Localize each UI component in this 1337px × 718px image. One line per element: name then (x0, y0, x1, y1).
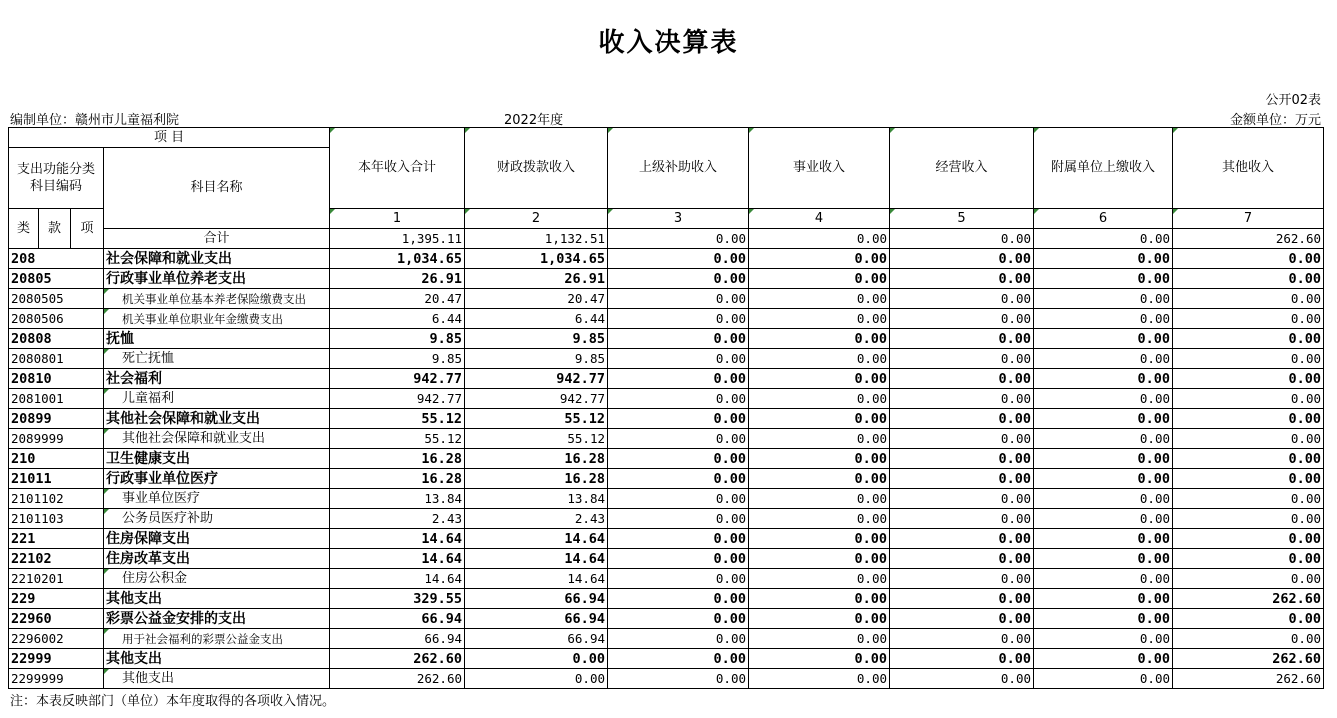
row-value: 262.60 (330, 649, 465, 669)
row-value: 0.00 (1034, 329, 1173, 349)
row-value: 0.00 (1034, 509, 1173, 529)
row-value: 262.60 (330, 669, 465, 689)
row-name: 事业单位医疗 (104, 489, 330, 509)
row-value: 0.00 (749, 529, 890, 549)
col-header-operating: 经营收入 (890, 128, 1034, 209)
row-value: 0.00 (608, 609, 749, 629)
row-value: 0.00 (608, 449, 749, 469)
row-value: 0.00 (749, 449, 890, 469)
row-value: 20.47 (330, 289, 465, 309)
table-row (9, 269, 1324, 289)
table-row (9, 529, 1324, 549)
col-number: 4 (749, 209, 890, 229)
row-name: 住房公积金 (104, 569, 330, 589)
report-title: 收入决算表 (598, 28, 739, 58)
col-header-business: 事业收入 (749, 128, 890, 209)
table-row (9, 449, 1324, 469)
row-value: 0.00 (1034, 309, 1173, 329)
row-name: 死亡抚恤 (104, 349, 330, 369)
header-lei: 类 (9, 209, 39, 249)
row-value: 9.85 (330, 349, 465, 369)
table-row (9, 649, 1324, 669)
row-value: 0.00 (1034, 569, 1173, 589)
col-number: 2 (465, 209, 608, 229)
income-table (8, 127, 1324, 689)
row-value: 0.00 (890, 449, 1034, 469)
row-value: 66.94 (465, 589, 608, 609)
row-value: 0.00 (1034, 369, 1173, 389)
row-value: 942.77 (330, 369, 465, 389)
row-value: 1,034.65 (330, 249, 465, 269)
row-value: 0.00 (890, 309, 1034, 329)
row-value: 0.00 (1173, 389, 1324, 409)
header-kuan: 款 (39, 209, 71, 249)
row-value: 0.00 (749, 429, 890, 449)
row-value: 0.00 (465, 649, 608, 669)
row-name: 公务员医疗补助 (104, 509, 330, 529)
row-value: 0.00 (890, 389, 1034, 409)
row-value: 0.00 (1173, 629, 1324, 649)
row-value: 14.64 (330, 529, 465, 549)
row-value: 0.00 (608, 389, 749, 409)
row-code: 2089999 (9, 429, 104, 449)
row-value: 0.00 (608, 549, 749, 569)
row-value: 0.00 (608, 489, 749, 509)
row-value: 0.00 (890, 569, 1034, 589)
table-row (9, 469, 1324, 489)
row-code: 22102 (9, 549, 104, 569)
row-value: 0.00 (749, 369, 890, 389)
row-value: 0.00 (890, 329, 1034, 349)
fiscal-year: 2022年度 (504, 113, 564, 128)
row-value: 0.00 (749, 269, 890, 289)
row-value: 0.00 (749, 289, 890, 309)
row-code: 20805 (9, 269, 104, 289)
total-value: 0.00 (1034, 229, 1173, 249)
row-name: 其他社会保障和就业支出 (104, 429, 330, 449)
row-value: 0.00 (608, 369, 749, 389)
row-value: 0.00 (608, 329, 749, 349)
row-value: 0.00 (608, 409, 749, 429)
footnote: 注：本表反映部门（单位）本年度取得的各项收入情况。 (10, 694, 336, 709)
row-value: 0.00 (890, 489, 1034, 509)
row-name: 抚恤 (104, 329, 330, 349)
row-value: 0.00 (749, 669, 890, 689)
row-value: 0.00 (1173, 409, 1324, 429)
row-value: 0.00 (1173, 349, 1324, 369)
row-value: 0.00 (749, 489, 890, 509)
row-value: 55.12 (465, 409, 608, 429)
col-header-other: 其他收入 (1173, 128, 1324, 209)
row-value: 6.44 (330, 309, 465, 329)
table-row (9, 309, 1324, 329)
table-row (9, 349, 1324, 369)
row-value: 14.64 (465, 549, 608, 569)
row-code: 2081001 (9, 389, 104, 409)
row-value: 0.00 (749, 629, 890, 649)
table-row (9, 609, 1324, 629)
row-name: 其他支出 (104, 649, 330, 669)
row-value: 0.00 (749, 549, 890, 569)
row-value: 66.94 (330, 629, 465, 649)
row-value: 66.94 (465, 609, 608, 629)
row-value: 942.77 (330, 389, 465, 409)
row-name: 其他社会保障和就业支出 (104, 409, 330, 429)
row-value: 0.00 (890, 269, 1034, 289)
total-value: 262.60 (1173, 229, 1324, 249)
row-value: 0.00 (749, 389, 890, 409)
row-value: 0.00 (890, 509, 1034, 529)
row-value: 0.00 (608, 249, 749, 269)
row-code: 21011 (9, 469, 104, 489)
row-value: 0.00 (890, 669, 1034, 689)
compiling-unit: 编制单位：赣州市儿童福利院 (10, 113, 180, 128)
table-row (9, 569, 1324, 589)
row-code: 22999 (9, 649, 104, 669)
row-value: 13.84 (465, 489, 608, 509)
row-value: 14.64 (465, 529, 608, 549)
row-value: 262.60 (1173, 589, 1324, 609)
row-name: 住房保障支出 (104, 529, 330, 549)
row-name: 用于社会福利的彩票公益金支出 (104, 629, 330, 649)
row-value: 14.64 (330, 549, 465, 569)
table-row (9, 389, 1324, 409)
header-xiang: 项 (71, 209, 104, 249)
row-value: 0.00 (608, 349, 749, 369)
row-value: 0.00 (1173, 329, 1324, 349)
table-row (9, 409, 1324, 429)
row-value: 0.00 (608, 529, 749, 549)
row-value: 2.43 (330, 509, 465, 529)
row-value: 0.00 (608, 289, 749, 309)
row-value: 329.55 (330, 589, 465, 609)
total-label: 合计 (104, 229, 330, 249)
row-value: 0.00 (1173, 269, 1324, 289)
row-value: 0.00 (1034, 589, 1173, 609)
row-value: 0.00 (465, 669, 608, 689)
row-value: 0.00 (890, 629, 1034, 649)
row-value: 0.00 (1173, 449, 1324, 469)
row-value: 55.12 (465, 429, 608, 449)
row-value: 0.00 (1034, 669, 1173, 689)
total-value: 0.00 (890, 229, 1034, 249)
row-value: 0.00 (749, 329, 890, 349)
row-value: 16.28 (465, 449, 608, 469)
row-value: 0.00 (1034, 389, 1173, 409)
row-code: 22960 (9, 609, 104, 629)
col-number: 1 (330, 209, 465, 229)
row-value: 0.00 (749, 609, 890, 629)
row-value: 0.00 (890, 249, 1034, 269)
row-code: 2299999 (9, 669, 104, 689)
row-value: 16.28 (330, 449, 465, 469)
row-code: 2296002 (9, 629, 104, 649)
row-value: 0.00 (1034, 249, 1173, 269)
row-value: 0.00 (1173, 429, 1324, 449)
row-value: 0.00 (890, 609, 1034, 629)
row-value: 2.43 (465, 509, 608, 529)
row-code: 20808 (9, 329, 104, 349)
row-value: 16.28 (330, 469, 465, 489)
row-value: 0.00 (608, 469, 749, 489)
col-header-fiscal: 财政拨款收入 (465, 128, 608, 209)
row-value: 0.00 (1173, 509, 1324, 529)
row-value: 66.94 (465, 629, 608, 649)
row-value: 0.00 (1173, 469, 1324, 489)
col-number: 3 (608, 209, 749, 229)
table-row (9, 549, 1324, 569)
row-value: 6.44 (465, 309, 608, 329)
row-value: 0.00 (1034, 269, 1173, 289)
row-value: 0.00 (1173, 309, 1324, 329)
total-value: 1,132.51 (465, 229, 608, 249)
col-header-total: 本年收入合计 (330, 128, 465, 209)
row-value: 0.00 (608, 569, 749, 589)
row-value: 13.84 (330, 489, 465, 509)
row-code: 20810 (9, 369, 104, 389)
row-code: 2080506 (9, 309, 104, 329)
row-value: 0.00 (608, 649, 749, 669)
col-header-superior: 上级补助收入 (608, 128, 749, 209)
row-value: 0.00 (749, 249, 890, 269)
row-code: 20899 (9, 409, 104, 429)
row-value: 0.00 (1173, 609, 1324, 629)
row-value: 0.00 (890, 589, 1034, 609)
row-value: 0.00 (1173, 569, 1324, 589)
total-value: 1,395.11 (330, 229, 465, 249)
row-value: 0.00 (890, 529, 1034, 549)
row-code: 221 (9, 529, 104, 549)
row-value: 0.00 (749, 509, 890, 529)
row-code: 2080801 (9, 349, 104, 369)
row-value: 0.00 (1173, 489, 1324, 509)
row-name: 住房改革支出 (104, 549, 330, 569)
row-value: 14.64 (465, 569, 608, 589)
row-code: 2101102 (9, 489, 104, 509)
row-value: 20.47 (465, 289, 608, 309)
row-value: 55.12 (330, 429, 465, 449)
header-subject-name: 科目名称 (104, 148, 330, 229)
col-header-affiliated: 附属单位上缴收入 (1034, 128, 1173, 209)
row-name: 行政事业单位医疗 (104, 469, 330, 489)
row-value: 66.94 (330, 609, 465, 629)
row-value: 0.00 (749, 469, 890, 489)
row-value: 942.77 (465, 389, 608, 409)
row-value: 0.00 (608, 669, 749, 689)
row-value: 0.00 (749, 349, 890, 369)
row-value: 0.00 (1034, 289, 1173, 309)
table-row (9, 329, 1324, 349)
row-value: 0.00 (1034, 489, 1173, 509)
row-value: 0.00 (1173, 529, 1324, 549)
row-value: 0.00 (1034, 469, 1173, 489)
amount-unit: 金额单位：万元 (1229, 113, 1321, 128)
table-row (9, 249, 1324, 269)
row-code: 2210201 (9, 569, 104, 589)
table-row (9, 289, 1324, 309)
row-code: 229 (9, 589, 104, 609)
col-number: 7 (1173, 209, 1324, 229)
row-name: 机关事业单位基本养老保险缴费支出 (104, 289, 330, 309)
row-value: 0.00 (749, 309, 890, 329)
row-value: 0.00 (1034, 609, 1173, 629)
row-value: 0.00 (608, 309, 749, 329)
row-value: 0.00 (1034, 629, 1173, 649)
row-value: 0.00 (608, 589, 749, 609)
table-code: 公开02表 (1265, 93, 1321, 108)
row-value: 0.00 (608, 429, 749, 449)
row-value: 0.00 (1034, 409, 1173, 429)
row-value: 0.00 (890, 369, 1034, 389)
table-row (9, 509, 1324, 529)
row-name: 行政事业单位养老支出 (104, 269, 330, 289)
row-value: 26.91 (465, 269, 608, 289)
row-value: 0.00 (1173, 289, 1324, 309)
row-value: 0.00 (890, 469, 1034, 489)
row-name: 其他支出 (104, 669, 330, 689)
row-value: 0.00 (890, 649, 1034, 669)
table-row (9, 369, 1324, 389)
row-code: 208 (9, 249, 104, 269)
row-value: 0.00 (1034, 529, 1173, 549)
row-value: 9.85 (465, 329, 608, 349)
row-value: 0.00 (608, 509, 749, 529)
table-row (9, 669, 1324, 689)
table-row (9, 629, 1324, 649)
row-value: 0.00 (890, 409, 1034, 429)
row-value: 0.00 (1034, 429, 1173, 449)
row-name: 儿童福利 (104, 389, 330, 409)
col-number: 5 (890, 209, 1034, 229)
row-value: 0.00 (1173, 549, 1324, 569)
total-value: 0.00 (608, 229, 749, 249)
total-value: 0.00 (749, 229, 890, 249)
row-value: 0.00 (749, 569, 890, 589)
row-value: 0.00 (890, 289, 1034, 309)
row-value: 0.00 (1173, 369, 1324, 389)
row-code: 2080505 (9, 289, 104, 309)
row-value: 0.00 (890, 549, 1034, 569)
row-value: 0.00 (1034, 449, 1173, 469)
row-value: 14.64 (330, 569, 465, 589)
row-value: 0.00 (749, 409, 890, 429)
table-row (9, 489, 1324, 509)
row-value: 1,034.65 (465, 249, 608, 269)
row-value: 0.00 (890, 429, 1034, 449)
row-value: 0.00 (749, 589, 890, 609)
row-value: 0.00 (1173, 249, 1324, 269)
row-value: 0.00 (890, 349, 1034, 369)
row-value: 9.85 (330, 329, 465, 349)
header-func-code: 支出功能分类科目编码 (9, 148, 104, 209)
table-row (9, 589, 1324, 609)
row-value: 262.60 (1173, 649, 1324, 669)
col-number: 6 (1034, 209, 1173, 229)
row-value: 942.77 (465, 369, 608, 389)
row-value: 0.00 (1034, 349, 1173, 369)
header-item: 项 目 (9, 128, 330, 148)
row-value: 0.00 (608, 269, 749, 289)
row-value: 26.91 (330, 269, 465, 289)
row-value: 0.00 (1034, 549, 1173, 569)
row-value: 0.00 (608, 629, 749, 649)
row-name: 社会保障和就业支出 (104, 249, 330, 269)
row-name: 机关事业单位职业年金缴费支出 (104, 309, 330, 329)
row-value: 16.28 (465, 469, 608, 489)
row-code: 210 (9, 449, 104, 469)
row-value: 0.00 (1034, 649, 1173, 669)
row-value: 55.12 (330, 409, 465, 429)
row-name: 社会福利 (104, 369, 330, 389)
row-name: 彩票公益金安排的支出 (104, 609, 330, 629)
row-value: 0.00 (749, 649, 890, 669)
table-row (9, 429, 1324, 449)
row-value: 262.60 (1173, 669, 1324, 689)
row-value: 9.85 (465, 349, 608, 369)
row-name: 其他支出 (104, 589, 330, 609)
row-name: 卫生健康支出 (104, 449, 330, 469)
row-code: 2101103 (9, 509, 104, 529)
